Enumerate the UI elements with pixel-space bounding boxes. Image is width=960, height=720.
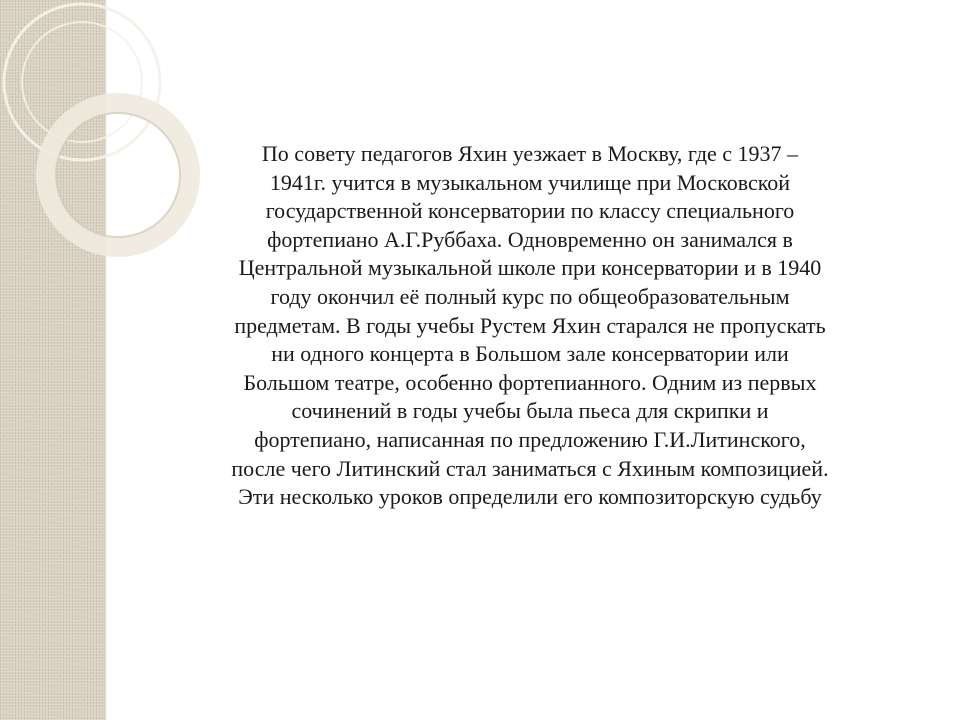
text-line: сочинений в годы учебы была пьеса для скрипки и — [291, 398, 769, 424]
text-line: государственной консерватории по классу специального — [265, 198, 795, 224]
text-line: Эти несколько уроков определили его композиторскую судьбу — [238, 484, 822, 510]
text-line: 1941г. учится в музыкальном училище при Московской — [269, 169, 791, 195]
text-line: после чего Литинский стал заниматься с Яхиным композицией. — [231, 455, 829, 481]
text-line: По совету педагогов Яхин уезжает в Москву, где с 1937 – — [261, 141, 799, 166]
text-line: Центральной музыкальной школе при консерватории и в 1940 — [238, 255, 822, 281]
decorative-arc-outer — [4, 4, 160, 160]
text-line: фортепиано, написанная по предложению Г.И.Литинского, — [254, 426, 806, 452]
text-line: Большом театре, особенно фортепианного. Одним из первых — [243, 369, 817, 395]
text-line: ни одного концерта в Большом зале консерватории или — [271, 341, 789, 367]
slide-body-text — [140, 140, 920, 512]
text-line: предметам. В годы учебы Рустем Яхин старался не пропускать — [234, 312, 826, 338]
text-line: году окончил её полный курс по общеобразовательным — [270, 283, 790, 309]
text-line: фортепиано А.Г.Руббаха. Одновременно он занимался в — [267, 226, 793, 252]
